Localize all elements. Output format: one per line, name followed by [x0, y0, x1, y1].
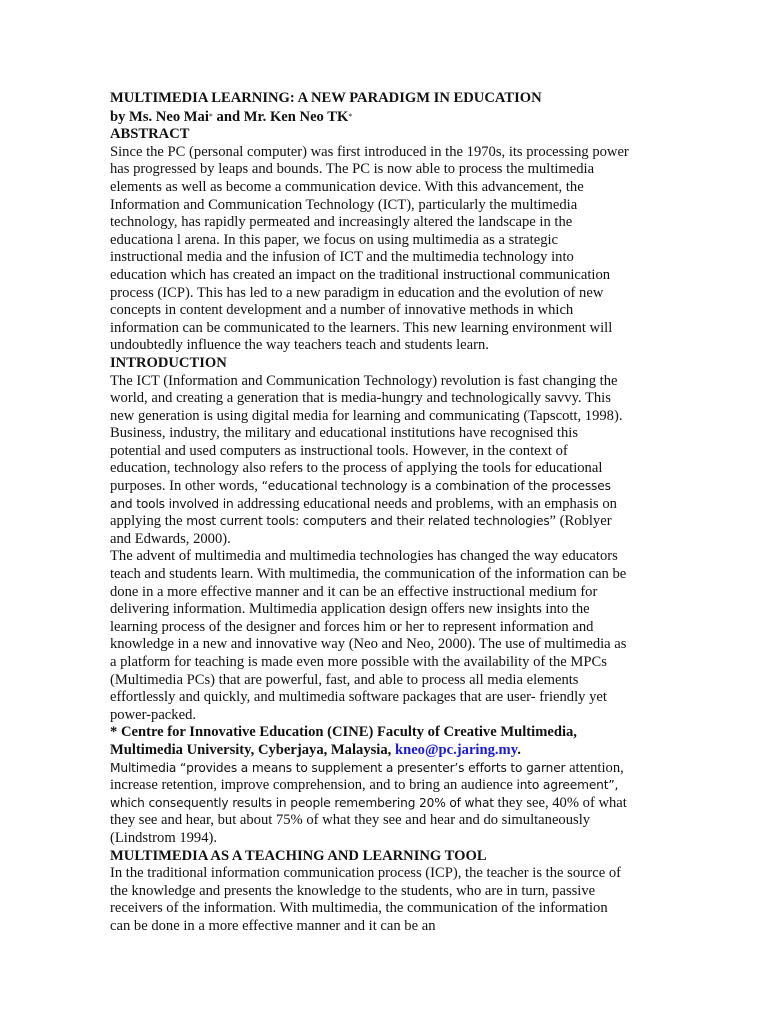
author-2-footnote-mark: *: [348, 111, 353, 121]
intro-p1-part-b: addressing educational needs and problems, with an emphasis on applying the: [110, 495, 617, 530]
affiliation-end: .: [517, 741, 521, 758]
intro-p1-quote-2: most current tools: computers and their related technologies: [186, 514, 550, 529]
intro-p1-part-a: The ICT (Information and Communication Technology) revolution is fast changing the world, and creating a generation that is media-hungry and technologically savvy. This new generation is using digital media for learning and communicating (Tapscott, 1998). Business, industry, the military and educational institutions have recognised this potential and used computers as instructional tools. However, in the context of education, technology also refers to the process of applying the tools for educational purposes. In other words,: [110, 372, 623, 495]
byline-author-2: and Mr. Ken Neo TK: [212, 108, 349, 125]
affiliation-text: * Centre for Innovative Education (CINE) Faculty of Creative Multimedia, Multimedia University, Cyberjaya, Malaysia,: [110, 724, 577, 758]
teaching-tool-paragraph: In the traditional information communication process (ICP), the teacher is the source of the knowledge and presents the knowledge to the students, who are in turn, passive receivers of the information. With multimedia, the communication of the information can be done in a more effective manner and it can be an: [110, 865, 622, 934]
abstract-heading: ABSTRACT: [110, 126, 190, 143]
introduction-heading: INTRODUCTION: [110, 354, 227, 371]
abstract-paragraph: Since the PC (personal computer) was first introduced in the 1970s, its processing power has progressed by leaps and bounds. The PC is now able to process the multimedia elements as well as become a communication device. With this advancement, the Information and Communication Technology (ICT), particularly the multimedia technology, has rapidly permeated and increasingly altered the landscape in the educationa l arena. In this paper, we focus on using multimedia as a strategic instructional media and the infusion of ICT and the multimedia technology into education which has created an impact on the traditional instructional communication process (ICP). This has led to a new paradigm in education and the evolution of new concepts in content development and a number of innovative methods in which information can be communicated to the learners. This new learning environment will undoubtedly influence the way teachers teach and students learn.: [110, 143, 629, 354]
paper-title: MULTIMEDIA LEARNING: A NEW PARADIGM IN EDUCATION: [110, 90, 542, 106]
introduction-paragraph-1: [110, 373, 630, 549]
quote-part-c: into agreement”, which consequently results in people remembering 20% of what: [110, 778, 619, 810]
email-link[interactable]: kneo@pc.jaring.my: [394, 741, 518, 758]
multimedia-quote-paragraph: [110, 760, 630, 848]
quote-part-d: they see, 40% of what they see and hear, but about 75% of what they see and hear and do simultaneously (Lindstrom 1994).: [110, 794, 627, 846]
teaching-tool-heading: MULTIMEDIA AS A TEACHING AND LEARNING TOOL: [110, 847, 487, 864]
quote-part-a: Multimedia “provides a means to supplement a presenter’s efforts to garner: [110, 760, 566, 775]
intro-p1-quote-1: “educational technology is a combination of the processes and tools involved in: [110, 479, 611, 511]
quote-part-b: attention, increase retention, improve comprehension, and to bring an audience: [110, 759, 624, 794]
byline-author-1: by Ms. Neo Mai: [110, 108, 209, 125]
intro-p1-part-c: ” (Roblyer and Edwards, 2000).: [110, 513, 612, 547]
introduction-paragraph-2: The advent of multimedia and multimedia technologies has changed the way educators teach and students learn. With multimedia, the communication of the information can be done in a more effective manner and it can be an effective instructional medium for delivering information. Multimedia application design offers new insights into the learning process of the designer and forces him or her to represent information and knowledge in a new and innovative way (Neo and Neo, 2000). The use of multimedia as a platform for teaching is made even more possible with the availability of the MPCs (Multimedia PCs) that are powerful, fast, and able to process all media elements effortlessly and quickly, and multimedia software packages that are user- friendly yet power-packed.: [110, 548, 627, 723]
byline: [110, 108, 630, 127]
author-1-footnote-mark: *: [208, 111, 213, 121]
affiliation-footnote: [110, 724, 630, 759]
